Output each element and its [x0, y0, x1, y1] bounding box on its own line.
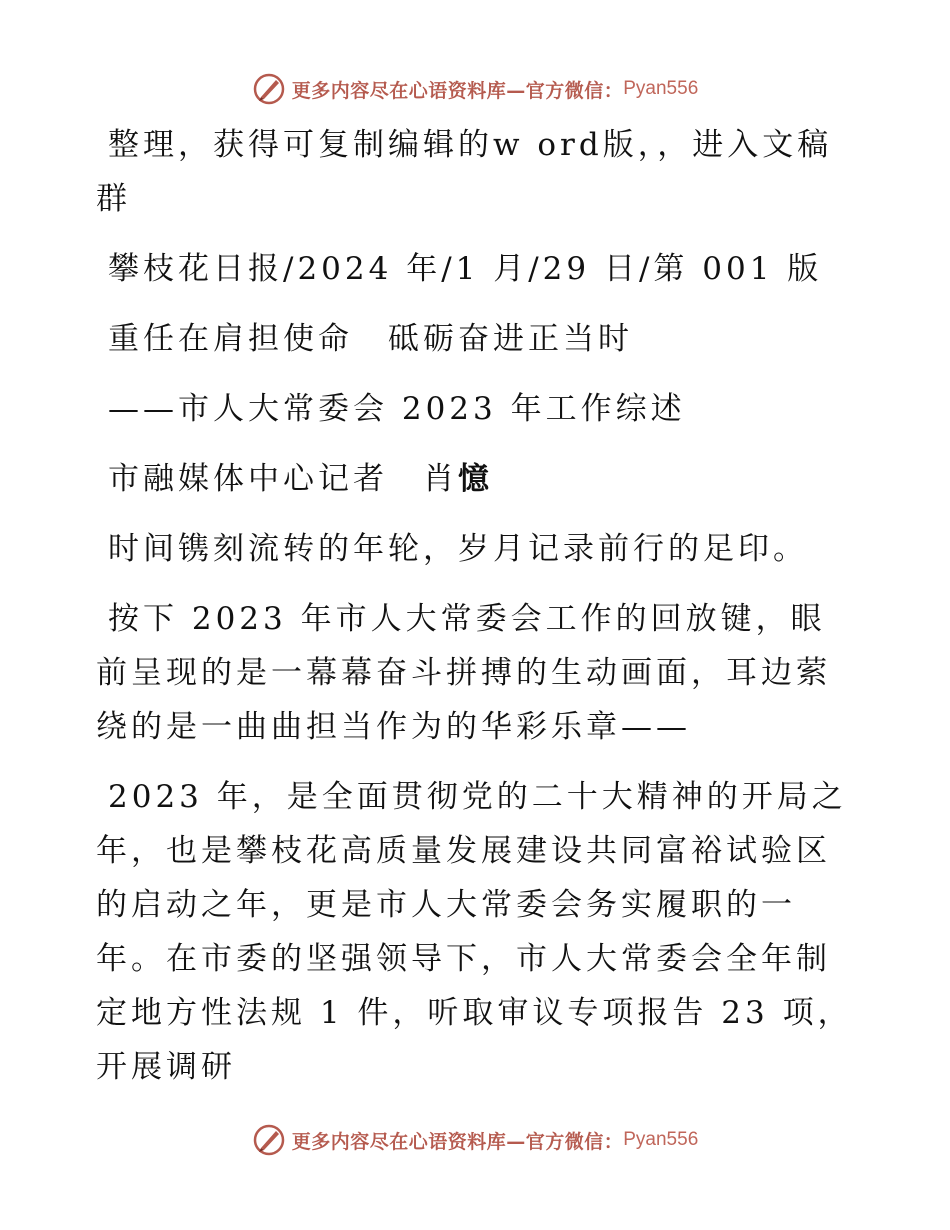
byline-prefix: 市融媒体中心记者 肖 — [108, 461, 458, 497]
subheadline: ——市人大常委会 2023 年工作综述 — [108, 391, 686, 427]
quill-logo-icon — [252, 72, 286, 106]
wechat-id: Pyan556 — [623, 1129, 699, 1150]
document-body — [96, 118, 856, 1094]
paragraph-3: 2023 年，是全面贯彻党的二十大精神的开局之年，也是攀枝花高质量发展建设共同富裕试验区的启动之年，更是市人大常委会务实履职的一年。在市委的坚强领导下，市人大常委会全年制定地方性法规 1 件，听取审议专项报告 23 项，开展调研 — [96, 779, 853, 1085]
paragraph-1: 时间镌刻流转的年轮，岁月记录前行的足印。 — [108, 531, 808, 567]
watermark-text: 更多内容尽在心语资料库—官方微信： — [291, 79, 624, 102]
header-watermark — [0, 70, 950, 108]
quill-logo-icon — [252, 1123, 286, 1157]
watermark-text: 更多内容尽在心语资料库—官方微信： — [291, 1130, 624, 1153]
intro-text: 整理，获得可复制编辑的w ord版，，进入文稿群 — [96, 127, 833, 217]
headline: 重任在肩担使命 砥砺奋进正当时 — [108, 321, 633, 357]
wechat-id: Pyan556 — [623, 78, 699, 99]
paragraph-2: 按下 2023 年市人大常委会工作的回放键，眼前呈现的是一幕幕奋斗拼搏的生动画面，耳边萦绕的是一曲曲担当作为的华彩乐章—— — [96, 601, 831, 745]
byline — [96, 452, 856, 506]
byline-name-char: 憶 — [458, 461, 493, 497]
source-line: 攀枝花日报/2024 年/1 月/29 日/第 001 版 — [108, 251, 823, 287]
footer-watermark — [0, 1121, 950, 1159]
